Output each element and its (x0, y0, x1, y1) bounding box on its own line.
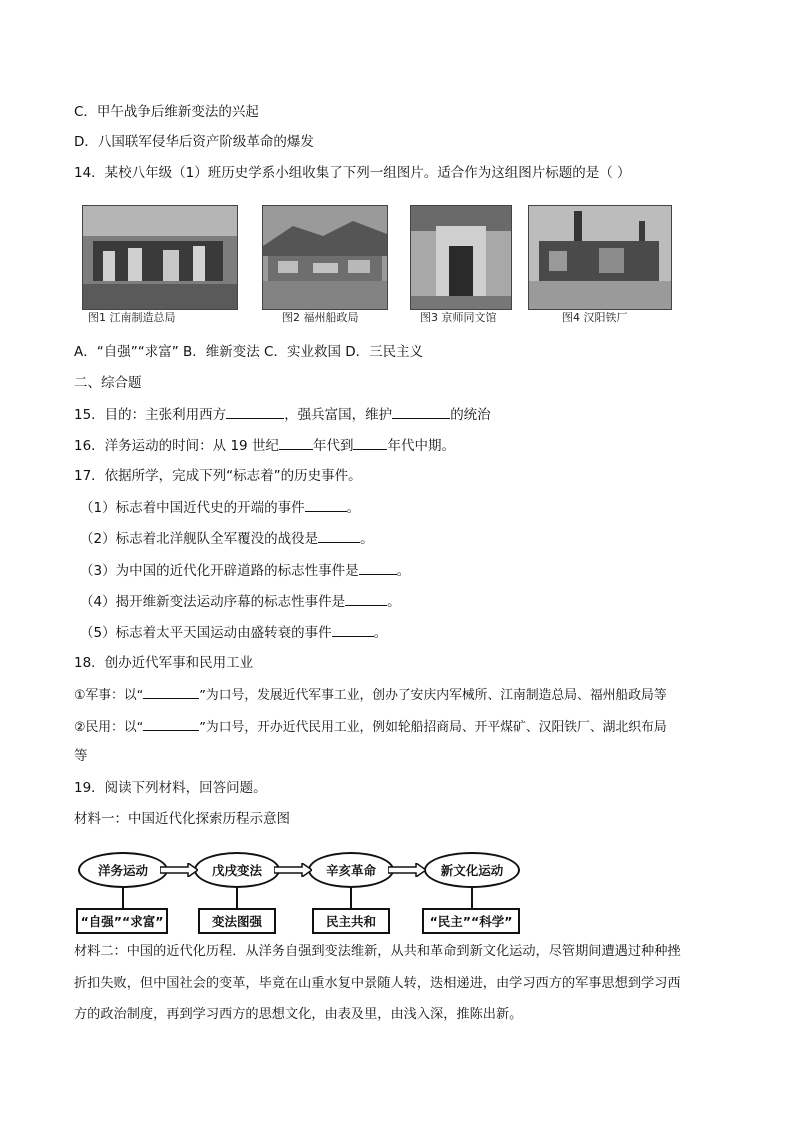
q17-item-1-end: 。 (346, 500, 361, 516)
photo-hanyang-ironworks (528, 205, 672, 310)
photo-4-caption: 图4 汉阳铁厂 (562, 311, 628, 324)
q17-item-2-blank[interactable] (318, 528, 360, 543)
q15-blank-1[interactable] (226, 404, 284, 419)
material-1-title: 材料一：中国近代化探索历程示意图 (74, 811, 290, 827)
outcome-revolution: 民主共和 (312, 908, 390, 934)
question-15 (74, 404, 491, 425)
q17-item-1-blank[interactable] (305, 497, 347, 512)
material-2-line-2: 折扣失败，但中国社会的变革，毕竟在山重水复中景随人转，迭相递进，由学习西方的军事思想到学习西 (74, 976, 681, 991)
photo-2-image (263, 206, 387, 309)
q15-text-3: 的统治 (450, 407, 491, 423)
photo-fuzhou-shipyard (262, 205, 388, 310)
photo-jiangnan-arsenal (82, 205, 238, 310)
option-c-line: C．甲午战争后维新变法的兴起 (74, 104, 259, 120)
question-19: 19．阅读下列材料，回答问题。 (74, 780, 267, 796)
photo-3-caption: 图3 京师同文馆 (420, 311, 497, 324)
q18-civil-blank[interactable] (143, 716, 199, 731)
q17-item-4-end: 。 (387, 594, 401, 610)
q17-item-1-text: （1）标志着中国近代史的开端的事件 (80, 500, 305, 516)
q17-item-3 (80, 560, 410, 581)
option-d-line: D．八国联军侵华后资产阶级革命的爆发 (74, 134, 314, 150)
photo-3-image (411, 206, 511, 309)
q17-item-3-blank[interactable] (359, 560, 397, 575)
q17-item-3-text: （3）为中国的近代化开辟道路的标志性事件是 (80, 563, 359, 579)
q18-civil-text-2: ”为口号，开办近代民用工业，例如轮船招商局、开平煤矿、汉阳铁厂、湖北织布局 (199, 720, 667, 735)
q18-civil-text-1: ②民用：以“ (74, 720, 144, 735)
material-2-line-3: 方的政治制度，再到学习西方的思想文化，由表及里，由浅入深，推陈出新。 (74, 1007, 523, 1022)
q17-item-2-end: 。 (360, 531, 374, 547)
stage-reform: 戊戌变法 (194, 852, 280, 888)
material-2-line-1: 材料二：中国的近代化历程．从洋务自强到变法维新，从共和革命到新文化运动，尽管期间遭遇过种种挫 (74, 944, 681, 959)
q17-item-2-text: （2）标志着北洋舰队全军覆没的战役是 (80, 531, 319, 547)
q17-item-1 (80, 497, 360, 518)
q16-blank-2[interactable] (353, 435, 387, 450)
q16-text-3: 年代中期。 (387, 438, 455, 454)
q18-military (74, 684, 667, 706)
q17-item-4-text: （4）揭开维新变法运动序幕的标志性事件是 (80, 594, 346, 610)
q17-item-4-blank[interactable] (345, 591, 387, 606)
question-18: 18．创办近代军事和民用工业 (74, 655, 254, 671)
q17-item-5 (80, 622, 387, 643)
outcome-reform: 变法图强 (198, 908, 276, 934)
photo-tongwen-guan (410, 205, 512, 310)
section-heading: 二、综合题 (74, 375, 142, 391)
connector-line (122, 888, 124, 908)
photo-1-image (83, 206, 237, 309)
outcome-new-culture: “民主”“科学” (422, 908, 520, 934)
connector-line (350, 888, 352, 908)
question-14: 14．某校八年级（1）班历史学系小组收集了下列一组图片。适合作为这组图片标题的是（ ） (74, 165, 631, 181)
q17-item-5-blank[interactable] (332, 622, 374, 637)
q18-military-blank[interactable] (143, 684, 199, 699)
arrow-right-icon (274, 863, 312, 877)
connector-line (236, 888, 238, 908)
stage-new-culture: 新文化运动 (424, 852, 520, 888)
q15-blank-2[interactable] (392, 404, 450, 419)
q16-text-1: 16．洋务运动的时间：从 19 世纪 (74, 438, 279, 454)
stage-revolution: 辛亥革命 (308, 852, 394, 888)
q18-military-text-1: ①军事：以“ (74, 688, 144, 703)
photo-2-caption: 图2 福州船政局 (282, 311, 359, 324)
q16-text-2: 年代到 (312, 438, 354, 454)
q17-item-5-end: 。 (373, 625, 388, 641)
q17-item-5-text: （5）标志着太平天国运动由盛转衰的事件 (80, 625, 332, 641)
photo-4-image (529, 206, 671, 309)
q15-text-1: 15．目的：主张利用西方 (74, 407, 227, 423)
q18-civil (74, 716, 667, 738)
q16-blank-1[interactable] (279, 435, 313, 450)
arrow-right-icon (160, 863, 198, 877)
outcome-westernization: “自强”“求富” (76, 908, 168, 934)
arrow-right-icon (388, 863, 426, 877)
q17-item-4 (80, 591, 401, 612)
q18-military-text-2: ”为口号，发展近代军事工业，创办了安庆内军械所、江南制造总局、福州船政局等 (199, 688, 667, 703)
photo-1-caption: 图1 江南制造总局 (88, 311, 176, 324)
question-16 (74, 435, 455, 456)
q18-civil-continued: 等 (74, 748, 88, 764)
q17-item-3-end: 。 (396, 563, 411, 579)
connector-line (471, 888, 473, 908)
question-17: 17．依据所学，完成下列“标志着”的历史事件。 (74, 468, 362, 484)
question-14-options: A．“自强”“求富” B．维新变法 C．实业救国 D．三民主义 (74, 344, 424, 360)
q17-item-2 (80, 528, 374, 549)
q15-text-2: ，强兵富国，维护 (284, 407, 393, 423)
stage-westernization: 洋务运动 (78, 852, 168, 888)
